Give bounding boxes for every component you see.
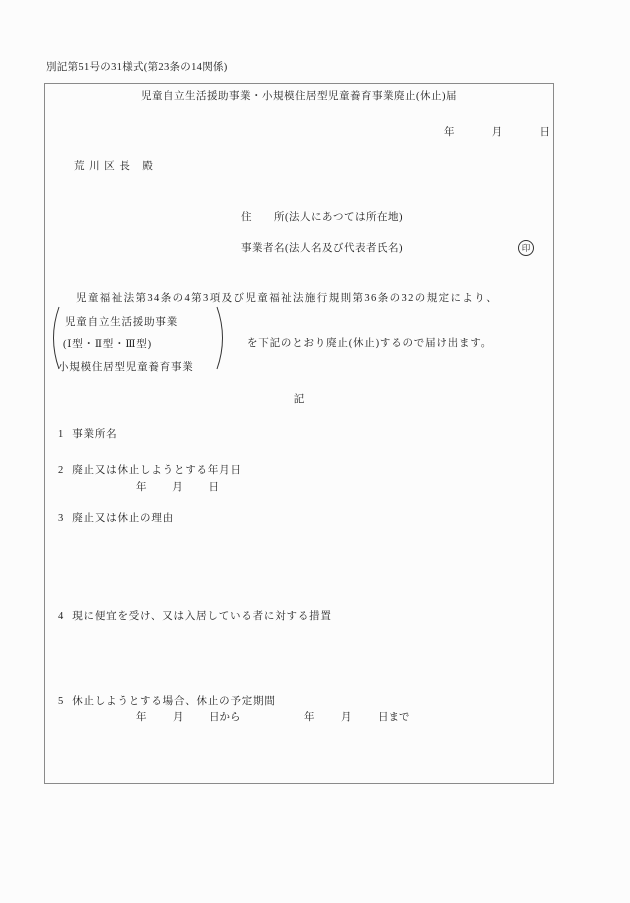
item-1-number: 1	[58, 429, 64, 440]
item-5-date-to-year: 年	[304, 712, 315, 723]
legal-basis-text: 児童福祉法第34条の4第3項及び児童福祉法施行規則第36条の32の規定により、	[76, 293, 499, 304]
address-label: 住 所(法人にあつては所在地)	[241, 212, 403, 223]
header-date-line	[444, 126, 550, 139]
business-type-1: 児童自立生活援助事業	[65, 317, 178, 328]
item-5-date-to-day: 日まで	[378, 712, 410, 723]
item-1-label: 事業所名	[72, 429, 118, 440]
item-2-label: 廃止又は休止しようとする年月日	[72, 465, 242, 476]
item-1-business-office-name	[58, 428, 117, 441]
operator-name-label: 事業者名(法人名及び代表者氏名)	[241, 243, 403, 254]
item-4-label: 現に便宜を受け、又は入居している者に対する措置	[72, 611, 332, 622]
item-3-reason	[58, 512, 174, 525]
header-date-month: 月	[491, 127, 503, 138]
item-3-label: 廃止又は休止の理由	[72, 513, 174, 524]
item-5-date-from-day: 日から	[209, 712, 241, 723]
item-5-date-to-month: 月	[341, 712, 352, 723]
form-border-box	[44, 83, 554, 784]
business-type-1-subtypes: (Ⅰ型・Ⅱ型・Ⅲ型)	[63, 339, 152, 350]
form-title: 児童自立生活援助事業・小規模住居型児童養育事業廃止(休止)届	[141, 91, 457, 102]
item-2-date-day: 日	[208, 482, 219, 493]
statement-text: を下記のとおり廃止(休止)するので届け出ます。	[247, 338, 493, 349]
business-type-2: 小規模住居型児童養育事業	[58, 362, 194, 373]
record-heading: 記	[293, 394, 305, 405]
addressee: 荒 川 区 長 殿	[74, 161, 154, 172]
item-5-number: 5	[58, 696, 64, 707]
item-5-date-from-month: 月	[173, 712, 184, 723]
header-date-day: 日	[539, 127, 550, 138]
item-4-measures-for-residents	[58, 610, 332, 623]
seal-mark-icon: 印	[518, 240, 534, 256]
item-5-date-from-year: 年	[136, 712, 147, 723]
item-2-date-line	[136, 481, 219, 494]
item-4-number: 4	[58, 611, 64, 622]
item-2-date-year: 年	[136, 482, 147, 493]
item-2-date-month: 月	[172, 482, 183, 493]
item-3-number: 3	[58, 513, 64, 524]
item-2-abolition-date	[58, 464, 242, 477]
form-code: 別記第51号の31様式(第23条の14関係)	[46, 62, 228, 73]
header-date-year: 年	[444, 127, 455, 138]
item-2-number: 2	[58, 465, 64, 476]
item-5-label: 休止しようとする場合、休止の予定期間	[72, 696, 276, 707]
right-bracket-icon	[215, 305, 229, 371]
item-5-suspension-period	[58, 695, 276, 708]
